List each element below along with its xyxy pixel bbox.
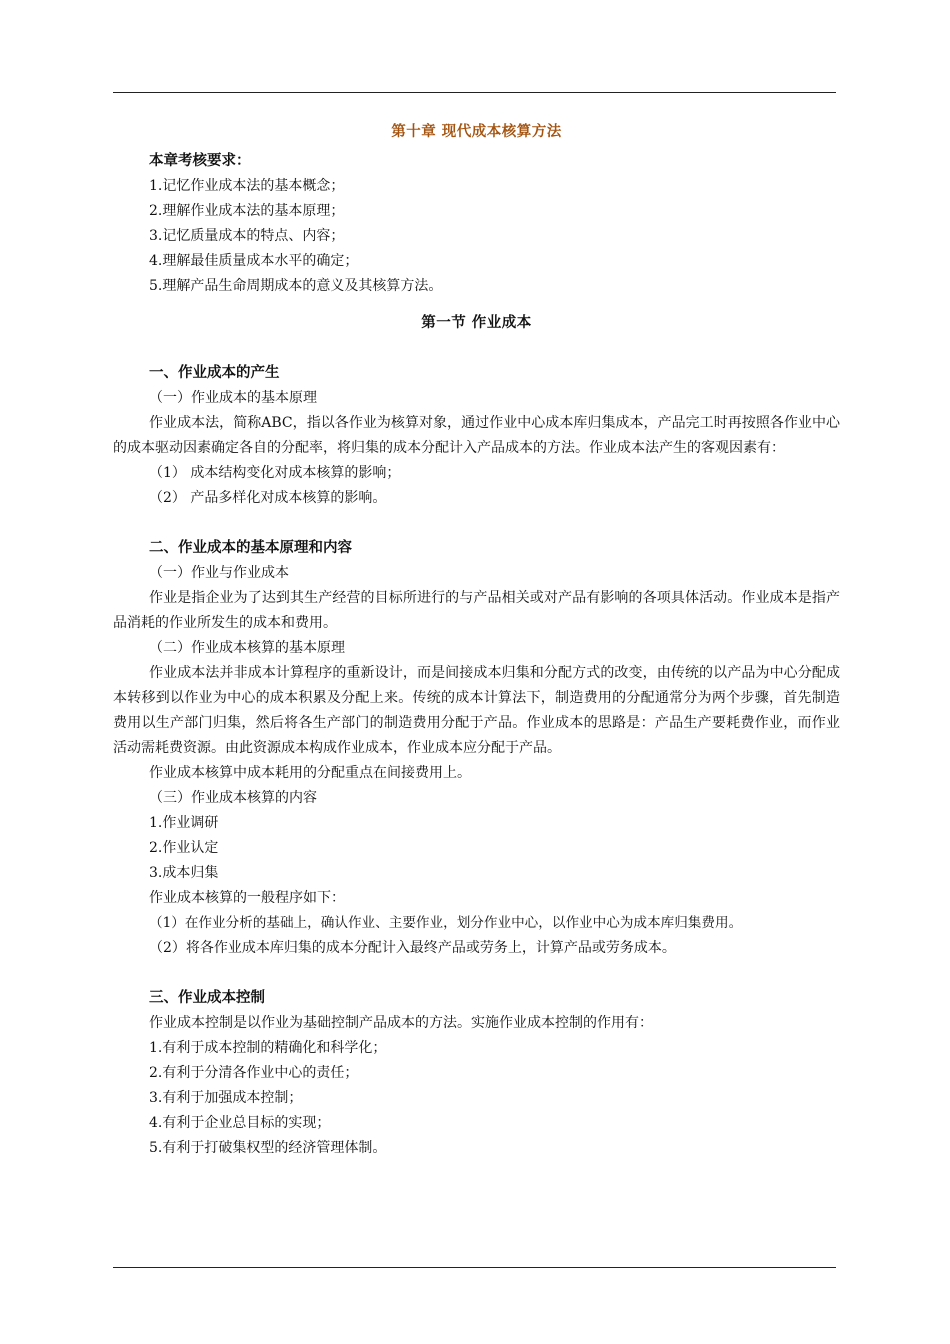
part2-paragraph-3: 作业成本核算中成本耗用的分配重点在间接费用上。 xyxy=(149,765,471,781)
factor-item: （1） 成本结构变化对成本核算的影响； xyxy=(149,465,401,481)
content-item: 2.作业认定 xyxy=(149,840,219,856)
content-item: 1.作业调研 xyxy=(149,815,219,831)
content-item: 3.成本归集 xyxy=(149,865,219,881)
part1-subheading: （一）作业成本的基本原理 xyxy=(149,390,317,406)
part2-subheading-1: （一）作业与作业成本 xyxy=(149,565,289,581)
part3-intro: 作业成本控制是以作业为基础控制产品成本的方法。实施作业成本控制的作用有： xyxy=(149,1015,653,1031)
part2-paragraph-1: 作业是指企业为了达到其生产经营的目标所进行的与产品相关或对产品有影响的各项具体活动。作业成本是指产品消耗的作业所发生的成本和费用。 xyxy=(113,590,840,631)
control-item: 1.有利于成本控制的精确化和科学化； xyxy=(149,1040,387,1056)
requirement-item: 5.理解产品生命周期成本的意义及其核算方法。 xyxy=(149,278,443,294)
procedure-step: （1）在作业分析的基础上，确认作业、主要作业，划分作业中心，以作业中心为成本库归集费用。 xyxy=(149,915,743,931)
part2-subheading-3: （三）作业成本核算的内容 xyxy=(149,790,317,806)
requirement-item: 3.记忆质量成本的特点、内容； xyxy=(149,228,345,244)
requirement-item: 1.记忆作业成本法的基本概念； xyxy=(149,178,345,194)
part2-heading: 二、作业成本的基本原理和内容 xyxy=(149,540,352,556)
part1-paragraph: 作业成本法，简称ABC，指以各作业为核算对象，通过作业中心成本库归集成本，产品完工时再按照各作业中心的成本驱动因素确定各自的分配率，将归集的成本分配计入产品成本的方法。作业成本法产生的客观因素有： xyxy=(113,415,840,456)
chapter-title: 第十章 现代成本核算方法 xyxy=(391,124,562,140)
footer-rule xyxy=(113,1267,836,1268)
part2-paragraph-2: 作业成本法并非成本计算程序的重新设计，而是间接成本归集和分配方式的改变，由传统的以产品为中心分配成本转移到以作业为中心的成本积累及分配上来。传统的成本计算法下，制造费用的分配通常分为两个步骤，首先制造费用以生产部门归集，然后将各生产部门的制造费用分配于产品。作业成本的思路是：产品生产要耗费作业，而作业活动需耗费资源。由此资源成本构成作业成本，作业成本应分配于产品。 xyxy=(113,665,840,756)
factor-item: （2） 产品多样化对成本核算的影响。 xyxy=(149,490,387,506)
requirement-item: 2.理解作业成本法的基本原理； xyxy=(149,203,345,219)
control-item: 3.有利于加强成本控制； xyxy=(149,1090,303,1106)
part2-subheading-2: （二）作业成本核算的基本原理 xyxy=(149,640,345,656)
control-item: 4.有利于企业总目标的实现； xyxy=(149,1115,331,1131)
part1-heading: 一、作业成本的产生 xyxy=(149,365,280,381)
procedure-step: （2）将各作业成本库归集的成本分配计入最终产品或劳务上，计算产品或劳务成本。 xyxy=(149,940,676,956)
document-body xyxy=(113,120,840,1161)
procedure-intro: 作业成本核算的一般程序如下： xyxy=(149,890,345,906)
control-item: 5.有利于打破集权型的经济管理体制。 xyxy=(149,1140,387,1156)
requirement-item: 4.理解最佳质量成本水平的确定； xyxy=(149,253,359,269)
control-item: 2.有利于分清各作业中心的责任； xyxy=(149,1065,359,1081)
part3-heading: 三、作业成本控制 xyxy=(149,990,265,1006)
header-rule xyxy=(113,92,836,93)
requirements-heading: 本章考核要求： xyxy=(149,153,251,169)
section-title: 第一节 作业成本 xyxy=(421,315,532,331)
